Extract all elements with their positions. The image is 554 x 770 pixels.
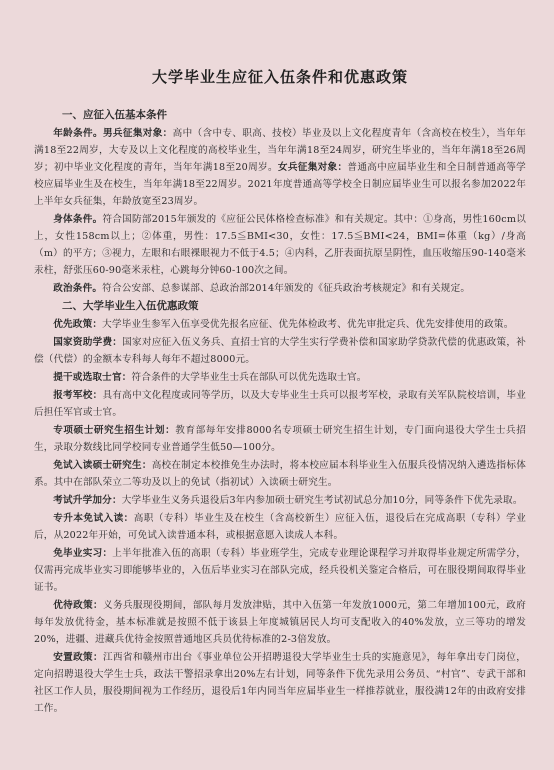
para-text: 高校在制定本校推免生办法时，将本校应届本科毕业生入伍服兵役情况纳入遴选指标体系。其中在部队荣立二等功及以上的免试（指初试）入读硕士研究生。 — [34, 460, 526, 488]
para-text: 高中（含中专、职高、技校）毕业及以上文化程度青年（含高校在校生），当年年满18至22周岁，大专及以上文化程度的高校毕业生，当年年满18至24周岁，研究生毕业的，当年年满18至26周岁；初中毕业文化程度的青年，当年年满18至20周岁。 — [34, 128, 526, 173]
paragraph-age — [34, 125, 526, 210]
paragraph-allowance — [34, 597, 526, 648]
paragraph-upgrade — [34, 510, 526, 544]
para-text: 普通高中应届毕业生和全日制普通高等学校应届毕业生及在校生，当年年满18至22周岁。2021年度普通高等学校全日制应届毕业生可以报名参加2022年上半年女兵征集，年龄放宽至23周岁。 — [34, 162, 526, 207]
para-text: 江西省和赣州市出台《事业单位公开招聘退役大学毕业生士兵的实施意见》，每年拿出专门岗位，定向招聘退役大学生士兵，政法干警招录拿出20%左右计划，同等条件下优先录用公务员、“村官”、专武干部和社区工作人员，服役期间视为工作经历，退役后1年内同当年应届毕业生一样推荐就业，服役满12年的由政府安排工作。 — [34, 652, 527, 714]
paragraph-placement — [34, 649, 526, 717]
para-label: 政治条件。 — [53, 283, 103, 294]
para-text: 义务兵服现役期间，部队每月发放津贴，其中入伍第一年发放1000元，第二年增加100元，政府每年发放优待金，基本标准就是按照不低于该县上年度城镇居民人均可支配收入的40%发放，立三等功的增发20%，进疆、进藏兵优待金按照普通地区兵员优待标准的2-3倍发放。 — [34, 600, 526, 645]
para-text: 国家对应征入伍义务兵、直招士官的大学生实行学费补偿和国家助学贷款代偿的优惠政策，补偿（代偿）的金额本专科每人每年不超过8000元。 — [34, 337, 526, 365]
paragraph-military-school — [34, 387, 526, 421]
para-label: 提干或选取士官： — [53, 372, 132, 383]
paragraph-internship — [34, 545, 526, 596]
para-text: 大学毕业生参军入伍享受优先报名应征、优先体检政考、优先审批定兵、优先安排使用的政策。 — [102, 319, 514, 330]
para-label: 考试升学加分： — [53, 495, 122, 506]
section-heading-benefits: 二、大学毕业生入伍优惠政策 — [62, 300, 199, 312]
paragraph-exam-bonus — [34, 492, 526, 509]
para-text: 符合条件的大学毕业生士兵在部队可以优先选取士官。 — [131, 372, 367, 383]
paragraph-tuition — [34, 334, 526, 368]
paragraph-masters-plan — [34, 422, 526, 456]
para-label: 国家资助学费： — [53, 337, 123, 348]
paragraph-physical — [34, 211, 526, 279]
paragraph-exempt-masters — [34, 457, 526, 491]
para-text: 高职（专科）毕业生及在校生（含高校新生）应征入伍，退役后在完成高职（专科）学业后，从2022年开始，可免试入读普通本科，或根据意愿入读成人本科。 — [34, 513, 526, 541]
section-heading-basic: 一、应征入伍基本条件 — [62, 109, 167, 121]
para-text: 教育部每年安排8000名专项硕士研究生招生计划，专门面向退役大学生士兵招生，录取分数线比同学校同专业普通学生低50—100分。 — [34, 425, 526, 453]
para-label: 年龄条件。男兵征集对象： — [53, 128, 173, 139]
para-label: 专升本免试入读： — [53, 513, 134, 524]
para-label: 身体条件。 — [53, 214, 103, 225]
para-label: 优待政策： — [53, 600, 104, 611]
para-label: 免毕业实习： — [53, 548, 113, 559]
document-title: 大学毕业生应征入伍条件和优惠政策 — [151, 68, 408, 86]
paragraph-promotion — [34, 369, 526, 386]
para-label: 报考军校： — [53, 390, 103, 401]
para-label: 专项硕士研究生招生计划： — [53, 425, 176, 436]
para-text: 大学毕业生义务兵退役后3年内参加硕士研究生考试初试总分加10分，同等条件下优先录取。 — [121, 495, 523, 506]
para-text: 具有高中文化程度或同等学历，以及大专毕业生士兵可以报考军校，录取有关军队院校培训，毕业后担任军官或士官。 — [34, 390, 526, 418]
para-label: 优先政策： — [53, 319, 103, 330]
para-text: 上半年批准入伍的高职（专科）毕业班学生，完成专业理论课程学习并取得毕业规定所需学分，仅需再完成毕业实习即能够毕业的，入伍后毕业实习在部队完成，经兵役机关鉴定合格后，可在服役期间取得毕业证书。 — [34, 548, 526, 593]
para-text: 符合国防部2015年颁发的《应征公民体格检查标准》和有关规定。其中：①身高，男性160cm以上，女性158cm以上；②体重，男性：17.5≦BMI<30，女性：17.5≦BMI<24，BMI=体重（kg）/身高（m）的平方；③视力，左眼和右眼裸眼视力不低于4.5；④内科，乙肝表面抗原呈阴性，血压收缩压90-140毫米汞柱，舒张压60-90毫米汞柱，心跳每分钟60-100次之间。 — [34, 214, 526, 276]
para-label: 安置政策： — [53, 652, 103, 663]
paragraph-political — [34, 280, 526, 297]
paragraph-priority — [34, 316, 526, 333]
para-label: 免试入读硕士研究生： — [53, 460, 152, 471]
para-label: 女兵征集对象： — [277, 162, 348, 173]
para-text: 符合公安部、总参谋部、总政治部2014年颁发的《征兵政治考核规定》和有关规定。 — [102, 283, 471, 294]
